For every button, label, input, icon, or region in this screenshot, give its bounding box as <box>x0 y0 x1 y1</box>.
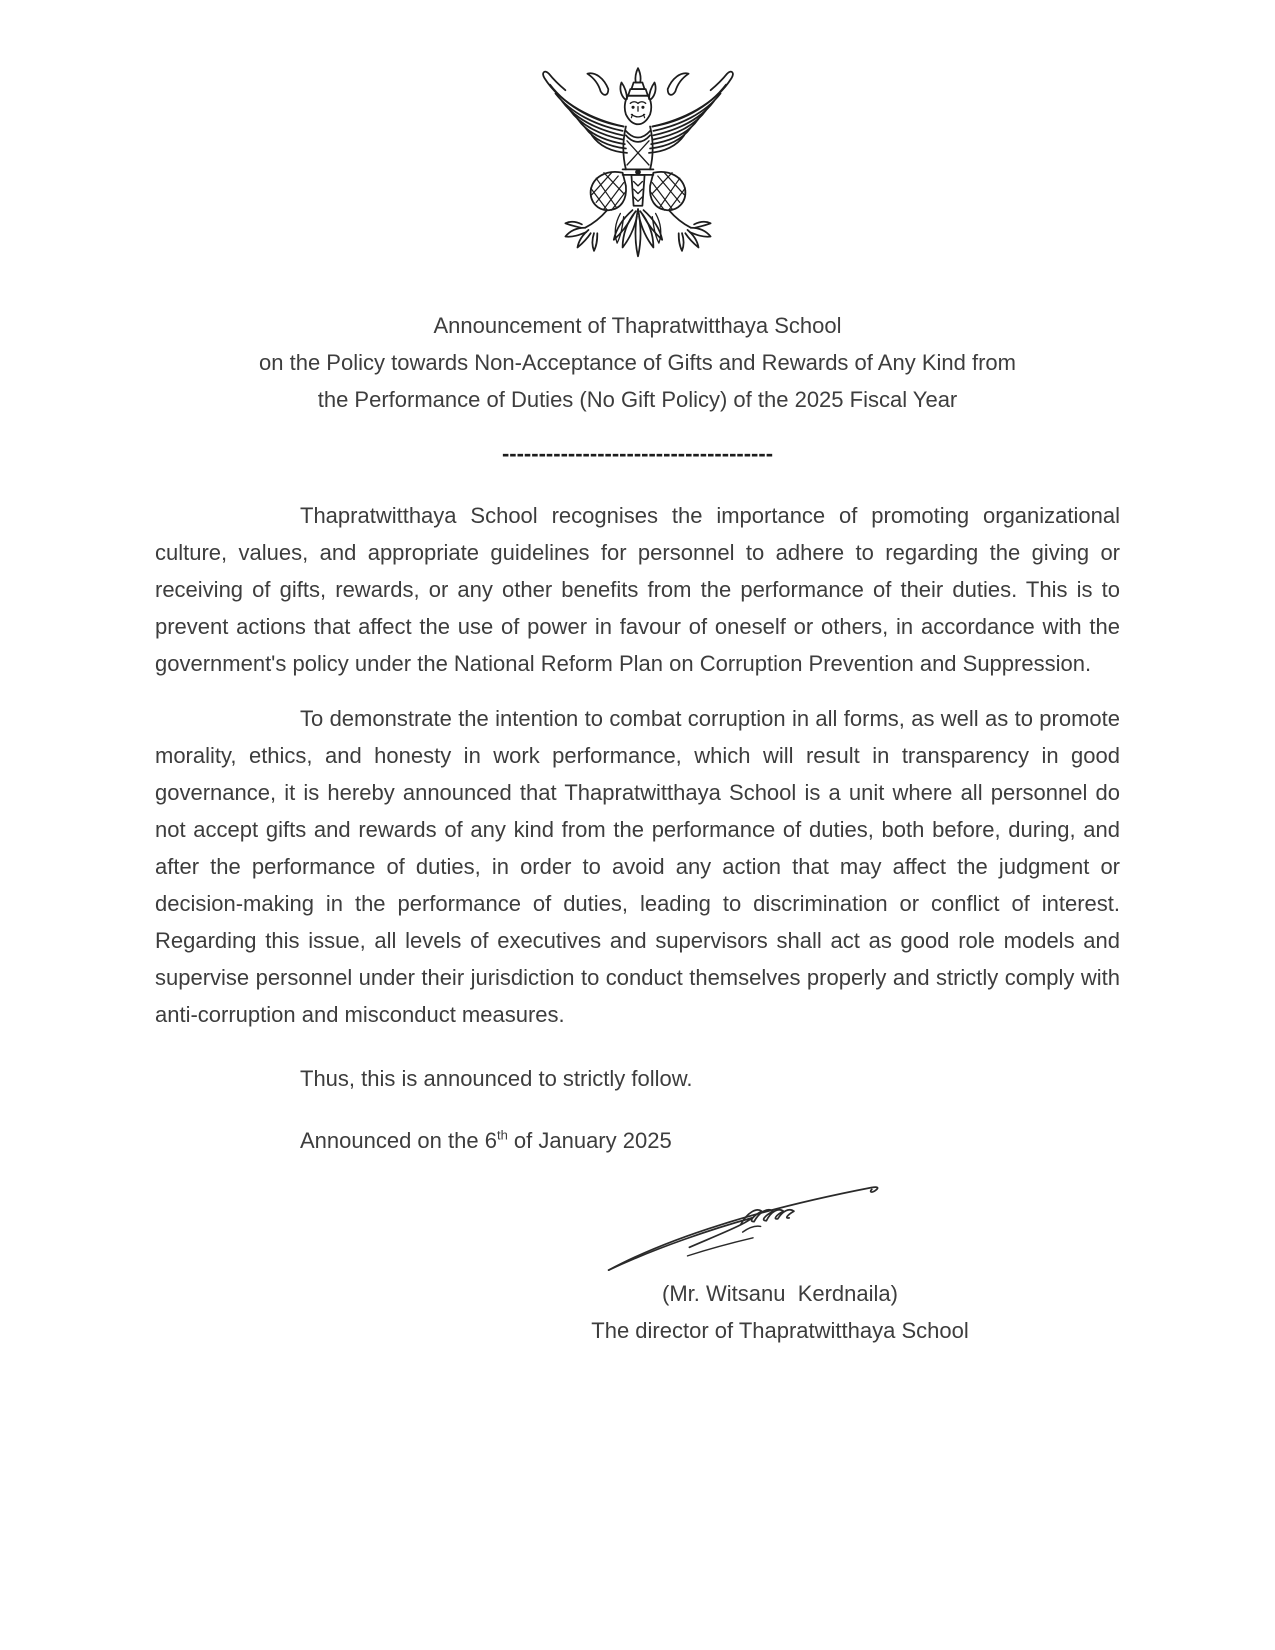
paragraph-2: To demonstrate the intention to combat corruption in all forms, as well as to promote morality, ethics, and honesty in work performance, which will result in transparency in good governance, it is hereby announced that Thapratwitthaya School is a unit where all personnel do not accept gifts and rewards of any kind from the performance of duties, both before, during, and after the performance of duties, in order to avoid any action that may affect the judgment or decision-making in the performance of duties, leading to discrimination or conflict of interest. Regarding this issue, all levels of executives and supervisors shall act as good role models and supervise personnel under their jurisdiction to conduct themselves properly and strictly comply with anti-corruption and misconduct measures. <box>155 706 1120 1027</box>
date-suffix: of January 2025 <box>507 1128 672 1153</box>
document-title <box>0 307 1275 418</box>
title-line-2: on the Policy towards Non-Acceptance of Gifts and Rewards of Any Kind from <box>259 350 1016 375</box>
title-line-3: the Performance of Duties (No Gift Policy) of the 2025 Fiscal Year <box>317 387 958 412</box>
title-line-1: Announcement of Thapratwitthaya School <box>433 313 842 338</box>
dashed-divider: ------------------------------------- <box>501 441 774 466</box>
closing-line: Thus, this is announced to strictly follow. <box>300 1066 693 1091</box>
handwritten-signature-icon <box>602 1175 887 1275</box>
date-prefix: Announced on the 6 <box>300 1128 497 1153</box>
signatory-title: The director of Thapratwitthaya School <box>591 1318 969 1343</box>
announcement-date-line <box>155 1122 1120 1159</box>
emblem-container <box>0 0 1275 297</box>
date-ordinal-superscript: th <box>496 1127 508 1143</box>
paragraph-1: Thapratwitthaya School recognises the importance of promoting organizational culture, values, and appropriate guidelines for personnel to adhere to regarding the giving or receiving of gifts, rewards, or any other benefits from the performance of their duties. This is to prevent actions that affect the use of power in favour of oneself or others, in accordance with the government's policy under the National Reform Plan on Corruption Prevention and Suppression. <box>155 503 1120 676</box>
signature-block <box>490 1175 1070 1349</box>
document-body <box>155 497 1120 1159</box>
garuda-emblem-icon <box>528 66 748 286</box>
signatory-name: (Mr. Witsanu Kerdnaila) <box>662 1281 898 1306</box>
